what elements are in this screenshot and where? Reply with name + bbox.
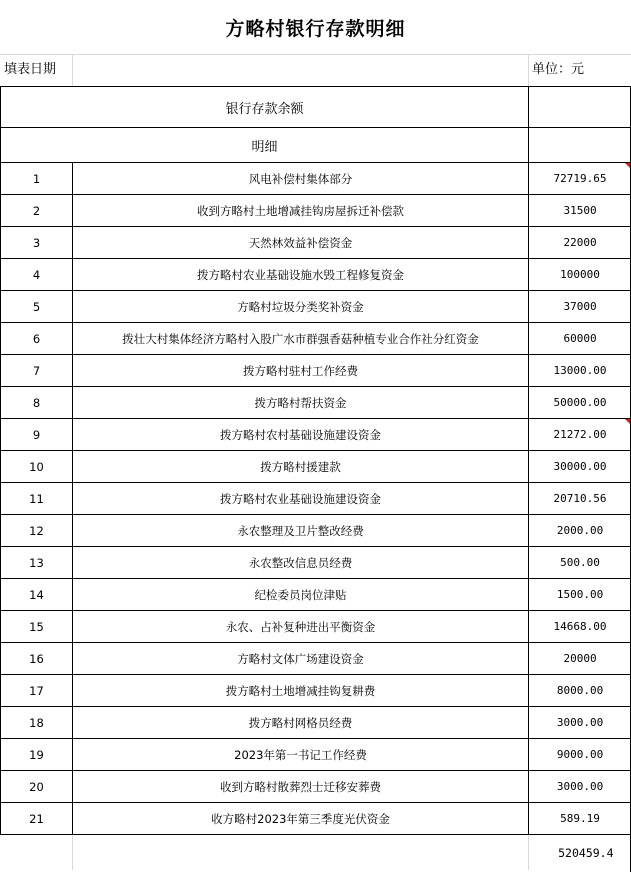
amount-text: 50000.00 [553, 396, 607, 409]
row-description-cell[interactable]: 拨方略村农村基础设施建设资金 [73, 419, 529, 451]
table-row [1, 323, 631, 355]
row-number-cell[interactable]: 7 [1, 355, 73, 387]
row-number-cell[interactable]: 9 [1, 419, 73, 451]
row-amount-cell[interactable] [529, 643, 631, 675]
row-description-cell[interactable]: 纪检委员岗位津贴 [73, 579, 529, 611]
row-description-cell[interactable]: 拨方略村农业基础设施建设资金 [73, 483, 529, 515]
row-number-cell[interactable]: 2 [1, 195, 73, 227]
table-row [1, 259, 631, 291]
table-row [1, 387, 631, 419]
table-row [1, 163, 631, 195]
row-amount-cell[interactable] [529, 387, 631, 419]
table-row [1, 611, 631, 643]
row-number-cell[interactable]: 18 [1, 707, 73, 739]
row-amount-cell[interactable] [529, 483, 631, 515]
row-number-cell[interactable]: 11 [1, 483, 73, 515]
amount-text: 589.19 [560, 812, 600, 825]
table-row [1, 739, 631, 771]
amount-text: 20000 [563, 652, 597, 665]
amount-text: 60000 [563, 332, 597, 345]
row-description-cell[interactable]: 收到方略村散葬烈士迁移安葬费 [73, 771, 529, 803]
amount-text: 31500 [563, 204, 597, 217]
detail-value-cell[interactable] [529, 128, 631, 163]
total-blank-cell[interactable] [1, 835, 73, 871]
table-row [1, 419, 631, 451]
row-amount-cell[interactable] [529, 163, 631, 195]
row-amount-cell[interactable] [529, 611, 631, 643]
amount-text: 13000.00 [553, 364, 607, 377]
table-row [1, 195, 631, 227]
row-description-cell[interactable]: 风电补偿村集体部分 [73, 163, 529, 195]
amount-text: 3000.00 [556, 716, 604, 729]
row-description-cell[interactable]: 收到方略村土地增减挂钩房屋拆迁补偿款 [73, 195, 529, 227]
row-description-cell[interactable]: 拨方略村驻村工作经费 [73, 355, 529, 387]
amount-text: 500.00 [560, 556, 600, 569]
row-number-cell[interactable]: 5 [1, 291, 73, 323]
row-number-cell[interactable]: 19 [1, 739, 73, 771]
row-number-cell[interactable]: 14 [1, 579, 73, 611]
row-description-cell[interactable]: 永农、占补复种进出平衡资金 [73, 611, 529, 643]
row-amount-cell[interactable] [529, 323, 631, 355]
row-amount-cell[interactable] [529, 227, 631, 259]
row-amount-cell[interactable] [529, 675, 631, 707]
amount-text: 30000.00 [553, 460, 607, 473]
total-row [1, 835, 631, 871]
table-row [1, 771, 631, 803]
page-title[interactable]: 方略村银行存款明细 [0, 0, 631, 55]
row-amount-cell[interactable] [529, 515, 631, 547]
amount-text: 100000 [560, 268, 600, 281]
balance-header[interactable]: 银行存款余额 [1, 87, 529, 128]
amount-text: 2000.00 [556, 524, 604, 537]
table-row [1, 675, 631, 707]
table-row [1, 579, 631, 611]
row-description-cell[interactable]: 方略村文体广场建设资金 [73, 643, 529, 675]
row-amount-cell[interactable] [529, 291, 631, 323]
row-description-cell[interactable]: 拨方略村农业基础设施水毁工程修复资金 [73, 259, 529, 291]
table-row [1, 483, 631, 515]
row-number-cell[interactable]: 10 [1, 451, 73, 483]
table-row [1, 547, 631, 579]
row-description-cell[interactable]: 收方略村2023年第三季度光伏资金 [73, 803, 529, 835]
amount-text: 37000 [563, 300, 597, 313]
row-number-cell[interactable]: 16 [1, 643, 73, 675]
row-description-cell[interactable]: 永农整改信息员经费 [73, 547, 529, 579]
total-blank-cell[interactable] [73, 835, 529, 871]
deposit-table [0, 86, 631, 870]
row-number-cell[interactable]: 8 [1, 387, 73, 419]
row-description-cell[interactable]: 拨方略村帮扶资金 [73, 387, 529, 419]
row-number-cell[interactable]: 12 [1, 515, 73, 547]
row-amount-cell[interactable] [529, 803, 631, 835]
amount-text: 3000.00 [556, 780, 604, 793]
row-number-cell[interactable]: 20 [1, 771, 73, 803]
row-description-cell[interactable]: 拨方略村援建款 [73, 451, 529, 483]
row-number-cell[interactable]: 21 [1, 803, 73, 835]
balance-value-cell[interactable] [529, 87, 631, 128]
row-number-cell[interactable]: 15 [1, 611, 73, 643]
row-number-cell[interactable]: 3 [1, 227, 73, 259]
row-amount-cell[interactable] [529, 771, 631, 803]
header-row-balance [1, 87, 631, 128]
unit-label[interactable]: 单位：元 [532, 62, 585, 77]
row-description-cell[interactable]: 2023年第一书记工作经费 [73, 739, 529, 771]
amount-text: 20710.56 [553, 492, 607, 505]
table-row [1, 355, 631, 387]
row-description-cell[interactable]: 方略村垃圾分类奖补资金 [73, 291, 529, 323]
row-number-cell[interactable]: 13 [1, 547, 73, 579]
table-row [1, 515, 631, 547]
row-amount-cell[interactable] [529, 451, 631, 483]
row-amount-cell[interactable] [529, 195, 631, 227]
date-label[interactable]: 填表日期 [4, 62, 57, 77]
row-description-cell[interactable]: 永农整理及卫片整改经费 [73, 515, 529, 547]
row-amount-cell[interactable] [529, 355, 631, 387]
row-amount-cell[interactable] [529, 419, 631, 451]
table-row [1, 451, 631, 483]
gridline [72, 54, 73, 86]
row-amount-cell[interactable] [529, 259, 631, 291]
detail-header[interactable]: 明细 [1, 128, 529, 163]
row-number-cell[interactable]: 4 [1, 259, 73, 291]
row-amount-cell[interactable] [529, 739, 631, 771]
meta-row [0, 54, 631, 87]
row-amount-cell[interactable] [529, 707, 631, 739]
total-amount-cell[interactable]: 520459.4 [529, 835, 631, 871]
row-description-cell[interactable]: 拨方略村土地增减挂钩复耕费 [73, 675, 529, 707]
row-description-cell[interactable]: 天然林效益补偿资金 [73, 227, 529, 259]
table-row [1, 643, 631, 675]
table-row [1, 227, 631, 259]
row-number-cell[interactable]: 1 [1, 163, 73, 195]
header-row-detail [1, 128, 631, 163]
row-number-cell[interactable]: 6 [1, 323, 73, 355]
amount-text: 8000.00 [556, 684, 604, 697]
amount-text: 14668.00 [553, 620, 607, 633]
row-description-cell[interactable]: 拨壮大村集体经济方略村入股广水市群强香菇种植专业合作社分红资金 [73, 323, 529, 355]
table-row [1, 707, 631, 739]
amount-text: 21272.00 [553, 428, 607, 441]
amount-text: 72719.65 [553, 172, 607, 185]
table-row [1, 291, 631, 323]
row-number-cell[interactable]: 17 [1, 675, 73, 707]
table-row [1, 803, 631, 835]
row-amount-cell[interactable] [529, 547, 631, 579]
amount-text: 9000.00 [556, 748, 604, 761]
row-amount-cell[interactable] [529, 579, 631, 611]
row-description-cell[interactable]: 拨方略村网格员经费 [73, 707, 529, 739]
amount-text: 1500.00 [556, 588, 604, 601]
gridline [528, 54, 529, 86]
amount-text: 22000 [563, 236, 597, 249]
